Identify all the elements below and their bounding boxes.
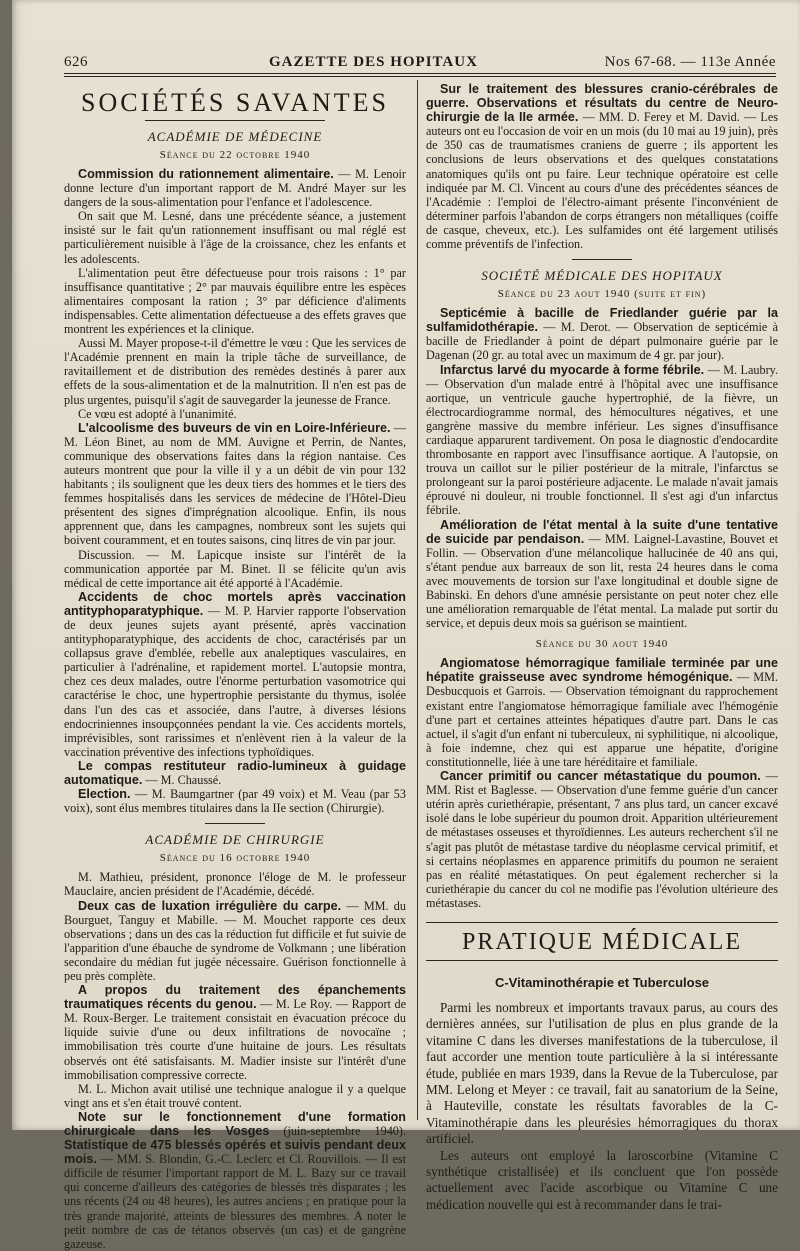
article-text: (juin-septembre 1940).	[269, 1124, 406, 1138]
article-heading: Note sur le fonctionnement d'une formation chirurgicale dans les Vosges	[64, 1109, 406, 1138]
seance-date: Séance du 22 octobre 1940	[159, 149, 311, 161]
right-column	[426, 82, 778, 1212]
pratique-subtitle: C-Vitaminothérapie et Tuberculose	[494, 974, 710, 990]
article-text: — M. Derot. — Observation de septicémie à bacille de Friedlander à point de départ pulmonaire guérie par le Dagenan (20 gr. au total avec un maximum de 4 gr. par jour).	[426, 320, 778, 363]
article-paragraph	[64, 787, 406, 815]
article-paragraph: On sait que M. Lesné, dans une précédente séance, a justement insisté sur le fait qu'un rationnement insuffisant ou mal réglé est particulièrement nuisible à l'âge de la croissance, chez les enfants et les adolescents.	[64, 209, 406, 266]
article-paragraph	[426, 769, 778, 910]
article-paragraph	[64, 759, 406, 787]
article-paragraph	[426, 306, 778, 362]
article-paragraph	[64, 1110, 406, 1251]
seance-date: Séance du 23 aout 1940 (suite et fin)	[497, 288, 707, 301]
article-paragraph	[426, 518, 778, 631]
section-separator	[572, 259, 632, 260]
article-paragraph	[64, 983, 406, 1082]
article-heading: Deux cas de luxation irrégulière du carpe.	[78, 898, 342, 913]
issue-number: Nos 67-68. — 113e Année	[604, 54, 776, 70]
page-number: 626	[64, 54, 88, 70]
article-heading: Cancer primitif ou cancer métastatique du poumon.	[440, 769, 761, 784]
article-text: — M. P. Harvier rapporte l'observation de deux jeunes sujets ayant présenté, après vaccination antityphoparatyphique, des accidents de choc, caractérisés par un collapsus grave d'emblée, rebelle aux analeptiques vasculaires, en particulier à l'adrénaline, et rapidement mortel. L'autopsie montra, chez ces deux malades, outre l'énorme perturbation vasomotrice qui caractérise le choc, une hypertrophie persistante du thymus, isolée dans l'un des cas et associée, dans l'autre, à diverses lésions endocriniennes insoupçonnées pendant la vie. Ces accidents mortels, imprévisibles, sont rarissimes et n'enlèvent rien à la valeur de la vaccination préventive des infections typhoïdiques.	[64, 603, 406, 759]
article-text: — M. Laubry. — Observation d'un malade entré à l'hôpital avec une insuffisance aortique, un ventricule gauche hypertrophié, de la fièvre, un électrocardiogramme normal, des hémocultures négatives, et une gangrène massive du membre inférieur. Les signes d'insuffisance cardiaque apparurent tardivement. On posa le diagnostic d'endocardite thrombosante en rapport avec l'insuffisance aortique. A l'autopsie, on trouva un caillot sur le pilier postérieur de la mitrale, l'infarctus se prolongeant sur la paroi postérieure adjacente. Le malade n'avait jamais éprouvé ni douleur, ni trouble fonctionnel. Il s'est agi d'un infarctus fébrile.	[426, 362, 778, 518]
article-paragraph	[64, 167, 406, 209]
article-heading: A propos du traitement des épanchements traumatiques récents du genou.	[64, 983, 406, 1012]
article-heading: Angiomatose hémorragique familiale terminée par une hépatite graisseuse avec syndrome hémogénique.	[426, 656, 778, 685]
article-paragraph	[426, 363, 778, 518]
article-heading: L'alcoolisme des buveurs de vin en Loire-Inférieure.	[78, 420, 391, 435]
left-column	[64, 82, 406, 1251]
article-text: — M. Léon Binet, au nom de MM. Auvigne et Perrin, de Nantes, communique des observations faites dans la région nantaise. Ces auteurs montrent que pour la ville il y a un débit de vin pour 132 habitants ; ils soulignent que les deux tiers des hommes et le tiers des femmes hospitalisés dans les services de médecine de l'Hôtel-Dieu présentent des signes d'imprégnation alcoolique. Enfin, ils nous apprennent que, dans les campagnes, nombreux sont les sujets qui boivent couramment, et en toutes saisons, cinq litres de vin par jour.	[64, 420, 406, 548]
article-heading: Accidents de choc mortels après vaccination antityphoparatyphique.	[64, 589, 406, 618]
running-head	[64, 54, 776, 74]
article-heading: Statistique de 475 blessés opérés et suivis pendant deux mois.	[64, 1138, 406, 1167]
article-paragraph: Ce vœu est adopté à l'unanimité.	[78, 406, 237, 421]
journal-title: GAZETTE DES HOPITAUX	[269, 54, 478, 70]
article-paragraph: M. Mathieu, président, prononce l'éloge de M. le professeur Mauclaire, ancien président de l'Académie, décédé.	[64, 870, 406, 899]
section-title: SOCIÉTÉS SAVANTES	[81, 88, 389, 117]
article-paragraph	[64, 899, 406, 984]
article-heading: Commission du rationnement alimentaire.	[78, 167, 334, 181]
article-heading: Amélioration de l'état mental à la suite d'une tentative de suicide par pendaison.	[426, 517, 778, 546]
article-text: — MM. D. Ferey et M. David. — Les auteurs ont eu l'occasion de voir en un mois (du 10 mai au 19 juin), près de 350 cas de traumatismes craniens de guerre ; ils apportent les conclusions de leurs observations et des quelques constatations anatomiques qu'ils ont pu faire. Leur technique opératoire est celle indiquée par M. Cl. Vincent au cours d'une des précédentes séances de l'Académie : l'emploi de l'électro-aimant présente l'inconvénient de déterminer parfois l'abandon de corps étrangers non métalliques (coiffe de casque, cheveux, etc.). Les sulfamides ont été largement utilisés comme préventifs de l'infection.	[426, 110, 778, 252]
article-paragraph: M. L. Michon avait utilisé une technique analogue il y a quelque vingt ans et s'en était trouvé content.	[64, 1081, 406, 1110]
article-paragraph: Aussi M. Mayer propose-t-il d'émettre le vœu : Que les services de l'Académie prennent en main la triple tâche de surveillance, de ravitaillement et de distribution des remèdes destinés à parer aux effets de la sous-alimentation et de la malnutrition. Il n'en est pas de plus urgentes, puisqu'il s'agit de sauvegarder la jeunesse de France.	[64, 336, 406, 407]
article-heading: Election.	[78, 787, 131, 802]
article-heading: Septicémie à bacille de Friedlander guérie par la sulfamidothérapie.	[426, 306, 778, 335]
article-paragraph: Discussion. — M. Lapicque insiste sur l'intérêt de la communication apportée par M. Binet. Il se félicite qu'un avis médical de cette importance ait été apporté à l'Académie.	[64, 547, 406, 590]
header-rule-thin	[64, 76, 776, 77]
newspaper-page	[12, 0, 800, 1251]
article-text: — M. Le Roy. — Rapport de M. Roux-Berger. Le traitement consistait en évacuation précoce du liquide suivie d'une ou deux infiltrations de novocaïne ; immobilisation très courte d'une huitaine de jours. Les résultats observés ont été satisfaisants. M. Madier insiste sur l'intérêt d'une immobilisation compressive correcte.	[64, 997, 406, 1082]
article-text: — MM. S. Blondin, G.-C. Leclerc et Cl. Rouvillois. — Il est difficile de résumer l'important rapport de M. L. Bazy sur ce travail qui concerne d'ailleurs des catégories de blessés très disparates ; les uns récents (24 ou 48 heures), les autres anciens ; en pratique pour la très grande majorité, atteints de blessures des membres. A noter le petit nombre de cas de tétanos observés (un cas) et de gangrène gazeuse.	[64, 1152, 406, 1251]
article-text: — M. Chaussé.	[142, 773, 222, 788]
seance-date: Séance du 30 aout 1940	[535, 638, 669, 651]
article-heading: Le compas restituteur radio-lumineux à guidage automatique.	[64, 758, 406, 788]
column-divider	[417, 80, 418, 1120]
article-text: — M. Lenoir donne lecture d'un important rapport de M. André Mayer sur les dangers de la sous-alimentation pour l'enfance et l'adolescence.	[64, 167, 406, 210]
section-title-rule	[145, 120, 325, 121]
article-text: — MM. Laignel-Lavastine, Bouvet et Follin. — Observation d'une mélancolique hallucinée de 40 ans qui, s'étant pendue aux barreaux de son lit, resta 24 heures dans le coma avec mouvements de torsion sur l'axe longitudinal et double signe de Babinski. En dehors d'une amnésie persistante on peut noter chez elle une amélioration remarquable de l'état mental. La malade put sortir du service, et depuis deux mois sa guérison se maintient.	[426, 531, 778, 631]
article-paragraph	[426, 82, 778, 251]
article-paragraph: Les auteurs ont employé la laroscorbine (Vitamine C synthétique cristallisée) et ils concluent que l'on possède actuellement avec l'acide ascorbique ou Vitamine C une médication nouvelle qui est à recommander dans le trai-	[426, 1147, 778, 1212]
article-text: — M. Baumgartner (par 49 voix) et M. Veau (par 53 voix), sont élus membres titulaires dans la IIe section (Chirurgie).	[64, 787, 406, 816]
article-paragraph	[64, 590, 406, 759]
academie-chirurgie-title: ACADÉMIE DE CHIRURGIE	[145, 832, 325, 848]
article-text: — MM. du Bourguet, Tanguy et Mabille. — M. Mouchet rapporte ces deux observations ; dans un des cas la réduction fut difficile et fut suivie de l'apparition d'une ébauche de syndrome de Volkmann ; une libération secondaire du médian fut jugée nécessaire. Guérison fonctionnelle à peu près complète.	[64, 898, 406, 983]
smh-title: SOCIÉTÉ MÉDICALE DES HOPITAUX	[481, 268, 723, 284]
pratique-title: PRATIQUE MÉDICALE	[426, 922, 778, 961]
article-heading: Sur le traitement des blessures cranio-cérébrales de guerre. Observations et résultats du centre de Neuro-chirurgie de la IIe armée.	[426, 82, 778, 125]
header-rule	[64, 73, 776, 74]
article-paragraph: Parmi les nombreux et importants travaux parus, au cours des dernières années, sur l'utilisation de plus en plus grande de la vitamine C dans les diverses manifestations de la tuberculose, il faut accorder une mention toute particulière à la si intéressante étude, publiée en mars 1939, dans la Revue de la Tuberculose, par MM. Lelong et Meyer : ce travail, fait au sanatorium de la Seine, à Hauteville, constate les résultats favorables de la C-Vitaminothérapie dans les pleurésies hémorragiques du thorax artificiel.	[426, 999, 778, 1147]
section-separator	[205, 823, 265, 824]
article-heading: Infarctus larvé du myocarde à forme fébrile.	[440, 362, 705, 377]
article-text: — MM. Desbucquois et Garrois. — Observation témoignant du rapprochement existant entre l'angiomatose hémorragique familiale avec l'hémogénie d'une part et certaines atteintes hépatiques d'autre part. Dans le cas actuel, il s'agit d'un enfant ni tuberculeux, ni syphilitique, ni alcoolique, à foie indemne, chez qui est apparue une hépatite, d'origine constitutionnelle, liée à une tare héréditaire et familiale.	[426, 670, 778, 769]
seance-date: Séance du 16 octobre 1940	[159, 852, 311, 865]
article-text: — MM. Rist et Baglesse. — Observation d'une femme guérie d'un cancer utérin après curiethérapie, présentant, 7 ans plus tard, un cancer excavé isolé dans le lobe supérieur du poumon droit. Apparition ultérieurement de métastases osseuses et thyroïdiennes. Les auteurs recherchent s'il ne s'agit pas plutôt de métastase tardive du néoplasme cervical primitif, et si certains néoplasmes en apparence primitifs du poumon ne seraient pas en réalité métastatiques. On peut également rechercher si la curiethérapie du cancer du col ne modifie pas l'évolution ultérieure des métastases.	[426, 769, 778, 910]
article-paragraph: L'alimentation peut être défectueuse pour trois raisons : 1° par insuffisance quantitative ; 2° par mauvais équilibre entre les espèces alimentaires composant la ration ; 3° par déficience d'aliments indispensables. Cette alimentation défectueuse a des effets graves que montrent les expériences et la clinique.	[64, 265, 406, 337]
academie-medecine-title: ACADÉMIE DE MÉDECINE	[147, 129, 323, 144]
article-paragraph	[64, 421, 406, 548]
article-paragraph	[426, 656, 778, 769]
